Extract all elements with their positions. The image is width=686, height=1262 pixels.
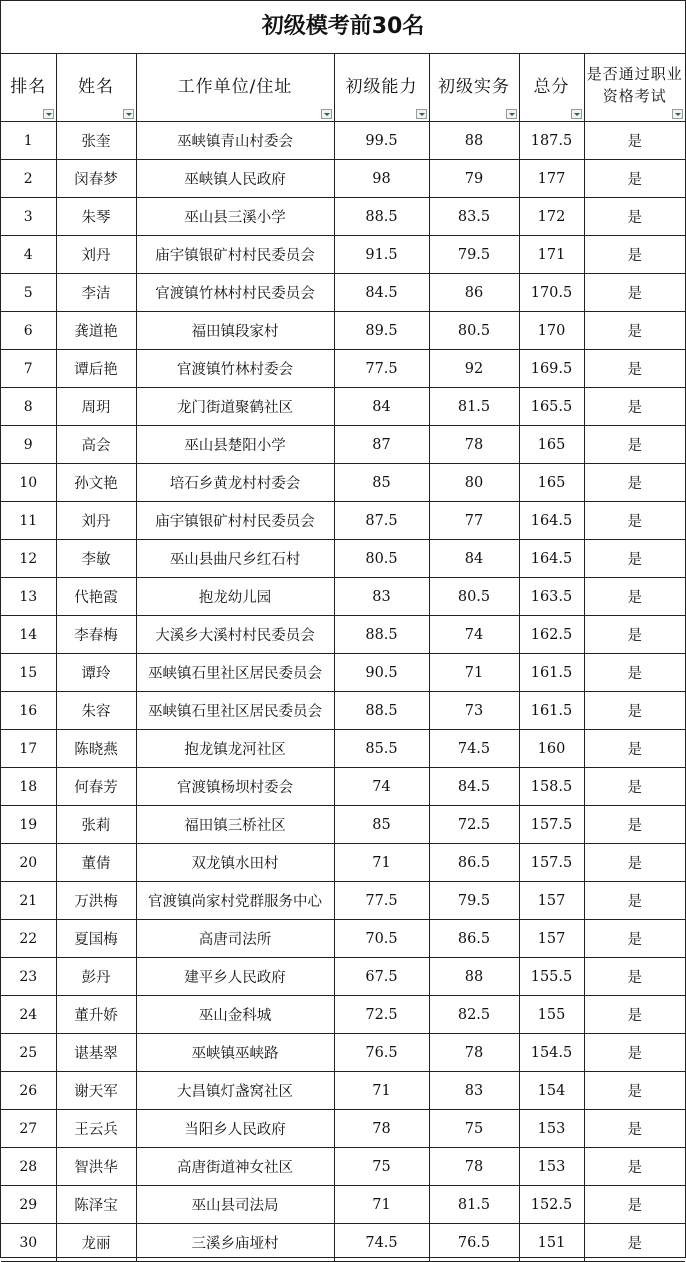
basic-practice-cell[interactable]: 79.5 bbox=[429, 236, 519, 274]
passed-cell[interactable]: 是 bbox=[584, 920, 685, 958]
total-cell[interactable]: 187.5 bbox=[519, 122, 584, 160]
passed-cell[interactable]: 是 bbox=[584, 1072, 685, 1110]
name-cell[interactable]: 刘丹 bbox=[56, 502, 136, 540]
filter-dropdown-icon[interactable] bbox=[672, 109, 683, 119]
header-rank bbox=[1, 54, 56, 122]
basic-practice-cell[interactable]: 78 bbox=[429, 1034, 519, 1072]
total-cell[interactable]: 152.5 bbox=[519, 1186, 584, 1224]
table-row bbox=[1, 958, 685, 996]
table-row bbox=[1, 388, 685, 426]
rank-cell[interactable]: 5 bbox=[1, 274, 56, 312]
sheet-title: 初级模考前30名 bbox=[1, 1, 685, 54]
passed-cell[interactable]: 是 bbox=[584, 540, 685, 578]
passed-cell[interactable]: 是 bbox=[584, 958, 685, 996]
basic-ability-cell[interactable]: 87.5 bbox=[334, 502, 429, 540]
name-cell[interactable]: 董升娇 bbox=[56, 996, 136, 1034]
passed-cell[interactable]: 是 bbox=[584, 122, 685, 160]
workplace-cell[interactable]: 巫山县三溪小学 bbox=[136, 198, 334, 236]
passed-cell[interactable]: 是 bbox=[584, 236, 685, 274]
basic-ability-cell[interactable]: 91.5 bbox=[334, 236, 429, 274]
rank-cell[interactable]: 12 bbox=[1, 540, 56, 578]
total-cell[interactable]: 161.5 bbox=[519, 654, 584, 692]
total-cell[interactable]: 157.5 bbox=[519, 844, 584, 882]
basic-practice-cell[interactable]: 92 bbox=[429, 350, 519, 388]
passed-cell[interactable]: 是 bbox=[584, 1148, 685, 1186]
rank-cell[interactable]: 19 bbox=[1, 806, 56, 844]
table-row bbox=[1, 654, 685, 692]
header-basic-practice bbox=[429, 54, 519, 122]
table-row bbox=[1, 616, 685, 654]
basic-practice-cell[interactable]: 84 bbox=[429, 540, 519, 578]
workplace-cell[interactable]: 大溪乡大溪村村民委员会 bbox=[136, 616, 334, 654]
rank-cell[interactable]: 2 bbox=[1, 160, 56, 198]
workplace-cell[interactable]: 高唐司法所 bbox=[136, 920, 334, 958]
rank-cell[interactable]: 30 bbox=[1, 1224, 56, 1262]
table-row bbox=[1, 844, 685, 882]
basic-practice-cell[interactable]: 80.5 bbox=[429, 578, 519, 616]
name-cell[interactable]: 张莉 bbox=[56, 806, 136, 844]
basic-practice-cell[interactable]: 86.5 bbox=[429, 844, 519, 882]
header-name-label: 姓名 bbox=[78, 77, 114, 97]
table-row bbox=[1, 920, 685, 958]
table-row bbox=[1, 1110, 685, 1148]
total-cell[interactable]: 165.5 bbox=[519, 388, 584, 426]
filter-dropdown-icon[interactable] bbox=[43, 109, 54, 119]
total-cell[interactable]: 172 bbox=[519, 198, 584, 236]
workplace-cell[interactable]: 巫峡镇青山村委会 bbox=[136, 122, 334, 160]
passed-cell[interactable]: 是 bbox=[584, 806, 685, 844]
table-row bbox=[1, 1148, 685, 1186]
rank-cell[interactable]: 28 bbox=[1, 1148, 56, 1186]
name-cell[interactable]: 龙丽 bbox=[56, 1224, 136, 1262]
workplace-cell[interactable]: 三溪乡庙垭村 bbox=[136, 1224, 334, 1262]
passed-cell[interactable]: 是 bbox=[584, 692, 685, 730]
passed-cell[interactable]: 是 bbox=[584, 882, 685, 920]
rank-cell[interactable]: 22 bbox=[1, 920, 56, 958]
basic-practice-cell[interactable]: 83 bbox=[429, 1072, 519, 1110]
workplace-cell[interactable]: 庙宇镇银矿村村民委员会 bbox=[136, 502, 334, 540]
total-cell[interactable]: 171 bbox=[519, 236, 584, 274]
basic-ability-cell[interactable]: 87 bbox=[334, 426, 429, 464]
workplace-cell[interactable]: 高唐街道神女社区 bbox=[136, 1148, 334, 1186]
basic-practice-cell[interactable]: 80 bbox=[429, 464, 519, 502]
rank-cell[interactable]: 7 bbox=[1, 350, 56, 388]
total-cell[interactable]: 157.5 bbox=[519, 806, 584, 844]
basic-ability-cell[interactable]: 74 bbox=[334, 768, 429, 806]
passed-cell[interactable]: 是 bbox=[584, 844, 685, 882]
total-cell[interactable]: 164.5 bbox=[519, 502, 584, 540]
rank-cell[interactable]: 27 bbox=[1, 1110, 56, 1148]
passed-cell[interactable]: 是 bbox=[584, 464, 685, 502]
passed-cell[interactable]: 是 bbox=[584, 616, 685, 654]
workplace-cell[interactable]: 巫山县曲尺乡红石村 bbox=[136, 540, 334, 578]
workplace-cell[interactable]: 抱龙幼儿园 bbox=[136, 578, 334, 616]
workplace-cell[interactable]: 巫峡镇人民政府 bbox=[136, 160, 334, 198]
table-row bbox=[1, 236, 685, 274]
basic-ability-cell[interactable]: 67.5 bbox=[334, 958, 429, 996]
basic-ability-cell[interactable]: 70.5 bbox=[334, 920, 429, 958]
total-cell[interactable]: 155 bbox=[519, 996, 584, 1034]
table-row bbox=[1, 578, 685, 616]
name-cell[interactable]: 夏国梅 bbox=[56, 920, 136, 958]
basic-ability-cell[interactable]: 83 bbox=[334, 578, 429, 616]
workplace-cell[interactable]: 巫山金科城 bbox=[136, 996, 334, 1034]
workplace-cell[interactable]: 巫峡镇石里社区居民委员会 bbox=[136, 654, 334, 692]
filter-dropdown-icon[interactable] bbox=[321, 109, 332, 119]
workplace-cell[interactable]: 双龙镇水田村 bbox=[136, 844, 334, 882]
basic-practice-cell[interactable]: 78 bbox=[429, 1148, 519, 1186]
workplace-cell[interactable]: 官渡镇竹林村村民委员会 bbox=[136, 274, 334, 312]
rank-cell[interactable]: 23 bbox=[1, 958, 56, 996]
table-row bbox=[1, 882, 685, 920]
basic-practice-cell[interactable]: 79.5 bbox=[429, 882, 519, 920]
name-cell[interactable]: 谢天军 bbox=[56, 1072, 136, 1110]
header-total bbox=[519, 54, 584, 122]
name-cell[interactable]: 龚道艳 bbox=[56, 312, 136, 350]
name-cell[interactable]: 闵春梦 bbox=[56, 160, 136, 198]
name-cell[interactable]: 董倩 bbox=[56, 844, 136, 882]
total-cell[interactable]: 154 bbox=[519, 1072, 584, 1110]
table-row bbox=[1, 540, 685, 578]
rank-cell[interactable]: 15 bbox=[1, 654, 56, 692]
filter-dropdown-icon[interactable] bbox=[123, 109, 134, 119]
basic-practice-cell[interactable]: 81.5 bbox=[429, 388, 519, 426]
rank-cell[interactable]: 4 bbox=[1, 236, 56, 274]
basic-ability-cell[interactable]: 84 bbox=[334, 388, 429, 426]
workplace-cell[interactable]: 建平乡人民政府 bbox=[136, 958, 334, 996]
rank-cell[interactable]: 11 bbox=[1, 502, 56, 540]
rank-cell[interactable]: 8 bbox=[1, 388, 56, 426]
total-cell[interactable]: 161.5 bbox=[519, 692, 584, 730]
basic-practice-cell[interactable]: 79 bbox=[429, 160, 519, 198]
total-cell[interactable]: 155.5 bbox=[519, 958, 584, 996]
table-body bbox=[1, 122, 685, 1262]
workplace-cell[interactable]: 抱龙镇龙河社区 bbox=[136, 730, 334, 768]
filter-dropdown-icon[interactable] bbox=[506, 109, 517, 119]
table-row bbox=[1, 160, 685, 198]
table-row bbox=[1, 996, 685, 1034]
workplace-cell[interactable]: 福田镇三桥社区 bbox=[136, 806, 334, 844]
passed-cell[interactable]: 是 bbox=[584, 502, 685, 540]
basic-practice-cell[interactable]: 71 bbox=[429, 654, 519, 692]
table-row bbox=[1, 1224, 685, 1262]
rank-cell[interactable]: 1 bbox=[1, 122, 56, 160]
header-workplace-label: 工作单位/住址 bbox=[177, 77, 293, 97]
passed-cell[interactable]: 是 bbox=[584, 654, 685, 692]
passed-cell[interactable]: 是 bbox=[584, 312, 685, 350]
basic-ability-cell[interactable]: 77.5 bbox=[334, 882, 429, 920]
basic-practice-cell[interactable]: 86.5 bbox=[429, 920, 519, 958]
name-cell[interactable]: 李春梅 bbox=[56, 616, 136, 654]
basic-ability-cell[interactable]: 72.5 bbox=[334, 996, 429, 1034]
basic-ability-cell[interactable]: 71 bbox=[334, 1186, 429, 1224]
workplace-cell[interactable]: 当阳乡人民政府 bbox=[136, 1110, 334, 1148]
total-cell[interactable]: 169.5 bbox=[519, 350, 584, 388]
passed-cell[interactable]: 是 bbox=[584, 578, 685, 616]
passed-cell[interactable]: 是 bbox=[584, 198, 685, 236]
rank-cell[interactable]: 3 bbox=[1, 198, 56, 236]
rank-cell[interactable]: 25 bbox=[1, 1034, 56, 1072]
basic-practice-cell[interactable]: 77 bbox=[429, 502, 519, 540]
workplace-cell[interactable]: 巫山县司法局 bbox=[136, 1186, 334, 1224]
passed-cell[interactable]: 是 bbox=[584, 274, 685, 312]
rank-cell[interactable]: 10 bbox=[1, 464, 56, 502]
total-cell[interactable]: 160 bbox=[519, 730, 584, 768]
table-row bbox=[1, 1186, 685, 1224]
header-passed-label: 是否通过职业资格考试 bbox=[586, 64, 683, 105]
total-cell[interactable]: 170.5 bbox=[519, 274, 584, 312]
rank-cell[interactable]: 26 bbox=[1, 1072, 56, 1110]
header-rank-label: 排名 bbox=[10, 77, 47, 97]
table-row bbox=[1, 1034, 685, 1072]
basic-ability-cell[interactable]: 88.5 bbox=[334, 616, 429, 654]
total-cell[interactable]: 177 bbox=[519, 160, 584, 198]
rank-cell[interactable]: 9 bbox=[1, 426, 56, 464]
basic-ability-cell[interactable]: 71 bbox=[334, 1072, 429, 1110]
name-cell[interactable]: 高会 bbox=[56, 426, 136, 464]
workplace-cell[interactable]: 福田镇段家村 bbox=[136, 312, 334, 350]
name-cell[interactable]: 孙文艳 bbox=[56, 464, 136, 502]
basic-ability-cell[interactable]: 84.5 bbox=[334, 274, 429, 312]
passed-cell[interactable]: 是 bbox=[584, 730, 685, 768]
basic-ability-cell[interactable]: 80.5 bbox=[334, 540, 429, 578]
name-cell[interactable]: 周玥 bbox=[56, 388, 136, 426]
rank-cell[interactable]: 6 bbox=[1, 312, 56, 350]
basic-ability-cell[interactable]: 89.5 bbox=[334, 312, 429, 350]
table-row bbox=[1, 464, 685, 502]
passed-cell[interactable]: 是 bbox=[584, 1186, 685, 1224]
rank-cell[interactable]: 16 bbox=[1, 692, 56, 730]
header-basic-ability bbox=[334, 54, 429, 122]
total-cell[interactable]: 165 bbox=[519, 426, 584, 464]
header-row bbox=[1, 54, 685, 122]
basic-practice-cell[interactable]: 86 bbox=[429, 274, 519, 312]
name-cell[interactable]: 张奎 bbox=[56, 122, 136, 160]
table-row bbox=[1, 730, 685, 768]
filter-dropdown-icon[interactable] bbox=[416, 109, 427, 119]
header-name bbox=[56, 54, 136, 122]
name-cell[interactable]: 朱琴 bbox=[56, 198, 136, 236]
header-basic-ability-label: 初级能力 bbox=[345, 77, 418, 97]
workplace-cell[interactable]: 庙宇镇银矿村村民委员会 bbox=[136, 236, 334, 274]
total-cell[interactable]: 163.5 bbox=[519, 578, 584, 616]
basic-practice-cell[interactable]: 76.5 bbox=[429, 1224, 519, 1262]
passed-cell[interactable]: 是 bbox=[584, 426, 685, 464]
name-cell[interactable]: 朱容 bbox=[56, 692, 136, 730]
name-cell[interactable]: 谭玲 bbox=[56, 654, 136, 692]
name-cell[interactable]: 王云兵 bbox=[56, 1110, 136, 1148]
table-row bbox=[1, 122, 685, 160]
basic-ability-cell[interactable]: 88.5 bbox=[334, 198, 429, 236]
workplace-cell[interactable]: 官渡镇竹林村委会 bbox=[136, 350, 334, 388]
table-row bbox=[1, 502, 685, 540]
workplace-cell[interactable]: 官渡镇尚家村党群服务中心 bbox=[136, 882, 334, 920]
total-cell[interactable]: 153 bbox=[519, 1110, 584, 1148]
total-cell[interactable]: 151 bbox=[519, 1224, 584, 1262]
rank-cell[interactable]: 21 bbox=[1, 882, 56, 920]
name-cell[interactable]: 谭后艳 bbox=[56, 350, 136, 388]
workplace-cell[interactable]: 培石乡黄龙村村委会 bbox=[136, 464, 334, 502]
basic-ability-cell[interactable]: 78 bbox=[334, 1110, 429, 1148]
total-cell[interactable]: 158.5 bbox=[519, 768, 584, 806]
rank-cell[interactable]: 18 bbox=[1, 768, 56, 806]
basic-practice-cell[interactable]: 72.5 bbox=[429, 806, 519, 844]
basic-ability-cell[interactable]: 74.5 bbox=[334, 1224, 429, 1262]
table-row bbox=[1, 806, 685, 844]
passed-cell[interactable]: 是 bbox=[584, 350, 685, 388]
basic-practice-cell[interactable]: 73 bbox=[429, 692, 519, 730]
header-basic-practice-label: 初级实务 bbox=[438, 77, 510, 97]
table-row bbox=[1, 350, 685, 388]
name-cell[interactable]: 李敏 bbox=[56, 540, 136, 578]
total-cell[interactable]: 154.5 bbox=[519, 1034, 584, 1072]
header-passed bbox=[584, 54, 685, 122]
passed-cell[interactable]: 是 bbox=[584, 996, 685, 1034]
table-row bbox=[1, 768, 685, 806]
basic-practice-cell[interactable]: 88 bbox=[429, 122, 519, 160]
passed-cell[interactable]: 是 bbox=[584, 1224, 685, 1262]
basic-ability-cell[interactable]: 71 bbox=[334, 844, 429, 882]
passed-cell[interactable]: 是 bbox=[584, 1110, 685, 1148]
filter-dropdown-icon[interactable] bbox=[571, 109, 582, 119]
name-cell[interactable]: 智洪华 bbox=[56, 1148, 136, 1186]
header-total-label: 总分 bbox=[533, 77, 570, 97]
workplace-cell[interactable]: 官渡镇杨坝村委会 bbox=[136, 768, 334, 806]
basic-ability-cell[interactable]: 98 bbox=[334, 160, 429, 198]
passed-cell[interactable]: 是 bbox=[584, 160, 685, 198]
basic-practice-cell[interactable]: 75 bbox=[429, 1110, 519, 1148]
name-cell[interactable]: 代艳霞 bbox=[56, 578, 136, 616]
basic-ability-cell[interactable]: 85 bbox=[334, 806, 429, 844]
name-cell[interactable]: 万洪梅 bbox=[56, 882, 136, 920]
table-row bbox=[1, 198, 685, 236]
passed-cell[interactable]: 是 bbox=[584, 388, 685, 426]
rank-cell[interactable]: 24 bbox=[1, 996, 56, 1034]
passed-cell[interactable]: 是 bbox=[584, 768, 685, 806]
basic-practice-cell[interactable]: 83.5 bbox=[429, 198, 519, 236]
table-row bbox=[1, 692, 685, 730]
basic-ability-cell[interactable]: 77.5 bbox=[334, 350, 429, 388]
basic-practice-cell[interactable]: 80.5 bbox=[429, 312, 519, 350]
basic-practice-cell[interactable]: 81.5 bbox=[429, 1186, 519, 1224]
total-cell[interactable]: 162.5 bbox=[519, 616, 584, 654]
name-cell[interactable]: 陈泽宝 bbox=[56, 1186, 136, 1224]
rank-cell[interactable]: 20 bbox=[1, 844, 56, 882]
ranking-table bbox=[1, 54, 685, 1262]
table-row bbox=[1, 312, 685, 350]
passed-cell[interactable]: 是 bbox=[584, 1034, 685, 1072]
workplace-cell[interactable]: 龙门街道聚鹤社区 bbox=[136, 388, 334, 426]
name-cell[interactable]: 何春芳 bbox=[56, 768, 136, 806]
workplace-cell[interactable]: 巫峡镇巫峡路 bbox=[136, 1034, 334, 1072]
name-cell[interactable]: 李洁 bbox=[56, 274, 136, 312]
total-cell[interactable]: 157 bbox=[519, 882, 584, 920]
rank-cell[interactable]: 13 bbox=[1, 578, 56, 616]
total-cell[interactable]: 165 bbox=[519, 464, 584, 502]
basic-practice-cell[interactable]: 84.5 bbox=[429, 768, 519, 806]
basic-practice-cell[interactable]: 74 bbox=[429, 616, 519, 654]
rank-cell[interactable]: 29 bbox=[1, 1186, 56, 1224]
name-cell[interactable]: 彭丹 bbox=[56, 958, 136, 996]
basic-ability-cell[interactable]: 85.5 bbox=[334, 730, 429, 768]
table-row bbox=[1, 1072, 685, 1110]
workplace-cell[interactable]: 大昌镇灯盏窝社区 bbox=[136, 1072, 334, 1110]
total-cell[interactable]: 170 bbox=[519, 312, 584, 350]
table-row bbox=[1, 274, 685, 312]
total-cell[interactable]: 153 bbox=[519, 1148, 584, 1186]
basic-practice-cell[interactable]: 88 bbox=[429, 958, 519, 996]
basic-ability-cell[interactable]: 76.5 bbox=[334, 1034, 429, 1072]
total-cell[interactable]: 157 bbox=[519, 920, 584, 958]
name-cell[interactable]: 陈晓燕 bbox=[56, 730, 136, 768]
workplace-cell[interactable]: 巫山县楚阳小学 bbox=[136, 426, 334, 464]
header-workplace bbox=[136, 54, 334, 122]
basic-ability-cell[interactable]: 88.5 bbox=[334, 692, 429, 730]
workplace-cell[interactable]: 巫峡镇石里社区居民委员会 bbox=[136, 692, 334, 730]
basic-ability-cell[interactable]: 99.5 bbox=[334, 122, 429, 160]
name-cell[interactable]: 刘丹 bbox=[56, 236, 136, 274]
total-cell[interactable]: 164.5 bbox=[519, 540, 584, 578]
basic-ability-cell[interactable]: 90.5 bbox=[334, 654, 429, 692]
basic-practice-cell[interactable]: 82.5 bbox=[429, 996, 519, 1034]
basic-practice-cell[interactable]: 78 bbox=[429, 426, 519, 464]
rank-cell[interactable]: 14 bbox=[1, 616, 56, 654]
name-cell[interactable]: 谌基翠 bbox=[56, 1034, 136, 1072]
basic-ability-cell[interactable]: 85 bbox=[334, 464, 429, 502]
rank-cell[interactable]: 17 bbox=[1, 730, 56, 768]
table-row bbox=[1, 426, 685, 464]
basic-practice-cell[interactable]: 74.5 bbox=[429, 730, 519, 768]
basic-ability-cell[interactable]: 75 bbox=[334, 1148, 429, 1186]
